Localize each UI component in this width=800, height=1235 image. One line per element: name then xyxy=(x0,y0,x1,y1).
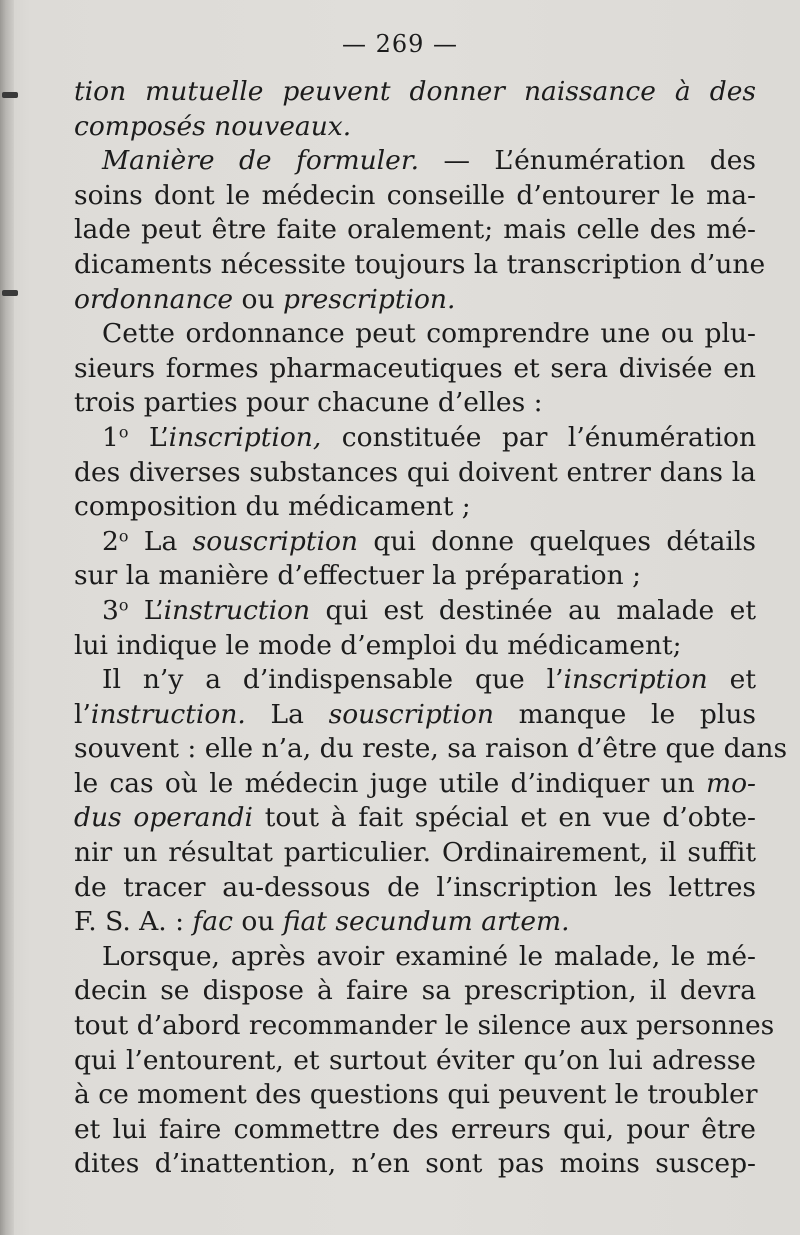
text-line xyxy=(74,317,756,352)
italic-text: dus operandi xyxy=(74,802,253,834)
text-line xyxy=(74,905,756,940)
italic-text: inscription, xyxy=(168,421,322,453)
italic-text: inscription xyxy=(563,664,708,696)
italic-text: Manière de formuler. xyxy=(102,145,420,177)
italic-text: fac xyxy=(192,906,233,938)
text-line xyxy=(74,1078,756,1113)
italic-text: souscription xyxy=(328,698,494,730)
text-line xyxy=(74,629,756,664)
body-text xyxy=(74,75,788,1182)
text-segment: l’ xyxy=(74,698,91,730)
italic-text: composés nouveaux. xyxy=(74,110,352,142)
ordinal-superscript: o xyxy=(118,525,129,545)
text-line xyxy=(74,559,756,594)
text-line xyxy=(74,283,756,318)
ordinal-superscript: o xyxy=(118,595,129,615)
text-segment: et lui faire commettre des erreurs qui, pour être xyxy=(74,1113,756,1145)
binding-mark xyxy=(2,290,18,296)
binding-mark xyxy=(2,92,18,98)
text-line xyxy=(74,594,756,629)
text-line xyxy=(74,974,756,1009)
text-line xyxy=(74,456,756,491)
ordinal-superscript: o xyxy=(118,422,129,442)
text-segment: qui l’entourent, et surtout éviter qu’on lui adresse xyxy=(74,1044,756,1076)
text-line xyxy=(74,767,756,802)
text-segment: constituée par l’énumération xyxy=(321,421,757,453)
italic-text: tion mutuelle peuvent donner naissance à des xyxy=(74,76,756,107)
text-line xyxy=(74,1009,775,1044)
text-segment: dicaments nécessite toujours la transcription d’une xyxy=(74,248,766,280)
text-line xyxy=(74,352,756,387)
text-line xyxy=(74,525,756,560)
italic-text: fiat secundum artem. xyxy=(282,906,570,938)
text-line xyxy=(74,386,756,421)
text-segment: decin se dispose à faire sa prescription, il devra xyxy=(74,975,756,1007)
text-line xyxy=(74,144,756,179)
text-segment: tout à fait spécial et en vue d’obte- xyxy=(252,802,756,834)
italic-text: instruction. xyxy=(90,698,246,730)
text-segment: tout d’abord recommander le silence aux personnes xyxy=(74,1010,775,1042)
text-segment: 3 xyxy=(102,594,119,626)
text-segment: qui donne quelques détails xyxy=(357,525,756,557)
text-line xyxy=(74,490,756,525)
text-segment: le cas où le médecin juge utile d’indiquer un xyxy=(74,767,706,799)
text-segment: sur la manière d’effectuer la préparation ; xyxy=(74,560,642,592)
text-segment: à ce moment des questions qui peuvent le troubler xyxy=(74,1079,758,1111)
italic-text: souscription xyxy=(192,525,358,557)
text-segment: dites d’inattention, n’en sont pas moins suscep- xyxy=(74,1148,756,1180)
text-segment: F. S. A. : xyxy=(74,906,193,938)
text-line xyxy=(74,801,756,836)
italic-text: ordonnance xyxy=(74,283,234,315)
text-line xyxy=(74,421,756,456)
text-line xyxy=(74,110,756,145)
text-line xyxy=(74,179,756,214)
text-segment: L’ xyxy=(128,594,164,626)
text-segment: ou xyxy=(233,283,283,315)
text-segment: Lorsque, après avoir examiné le malade, le mé- xyxy=(102,940,756,972)
text-segment: lade peut être faite oralement; mais celle des mé- xyxy=(74,214,756,246)
text-line xyxy=(74,698,756,733)
text-line xyxy=(74,75,756,110)
text-segment: La xyxy=(128,525,193,557)
text-segment: soins dont le médecin conseille d’entourer le ma- xyxy=(74,179,756,211)
text-line xyxy=(74,1147,756,1182)
text-segment: souvent : elle n’a, du reste, sa raison d’être que dans xyxy=(74,733,788,765)
text-line xyxy=(74,732,788,767)
text-segment: nir un résultat particulier. Ordinairement, il suffit xyxy=(74,837,756,869)
page-number: — 269 — xyxy=(341,30,459,58)
text-line xyxy=(74,213,756,248)
text-line xyxy=(74,836,756,871)
text-line xyxy=(74,1044,756,1079)
text-segment: 1 xyxy=(102,421,119,453)
text-segment: trois parties pour chacune d’elles : xyxy=(74,387,543,419)
text-segment: sieurs formes pharmaceutiques et sera divisée en xyxy=(74,352,756,384)
text-line xyxy=(74,248,766,283)
text-segment: La xyxy=(245,698,329,730)
text-line xyxy=(74,663,756,698)
italic-text: instruction xyxy=(163,594,311,626)
text-segment: L’ xyxy=(128,421,169,453)
italic-text: mo- xyxy=(705,767,756,799)
text-line xyxy=(74,871,756,906)
text-segment: Cette ordonnance peut comprendre une ou plu- xyxy=(102,318,756,350)
text-segment: composition du médicament ; xyxy=(74,491,471,523)
text-segment: ou xyxy=(232,906,283,938)
text-segment: et xyxy=(707,664,756,696)
text-segment: — L’énumération des xyxy=(419,145,756,177)
text-segment: Il n’y a d’indispensable que l’ xyxy=(102,664,564,696)
text-segment: manque le plus xyxy=(493,698,756,730)
text-segment: des diverses substances qui doivent entrer dans la xyxy=(74,456,756,488)
italic-text: prescription. xyxy=(282,283,456,315)
text-segment: lui indique le mode d’emploi du médicament; xyxy=(74,629,682,661)
text-line xyxy=(74,1113,756,1148)
book-spine-edge xyxy=(0,0,14,1235)
text-segment: 2 xyxy=(102,525,119,557)
text-line xyxy=(74,940,756,975)
text-segment: de tracer au-dessous de l’inscription les lettres xyxy=(74,871,756,903)
text-segment: qui est destinée au malade et xyxy=(310,594,756,626)
